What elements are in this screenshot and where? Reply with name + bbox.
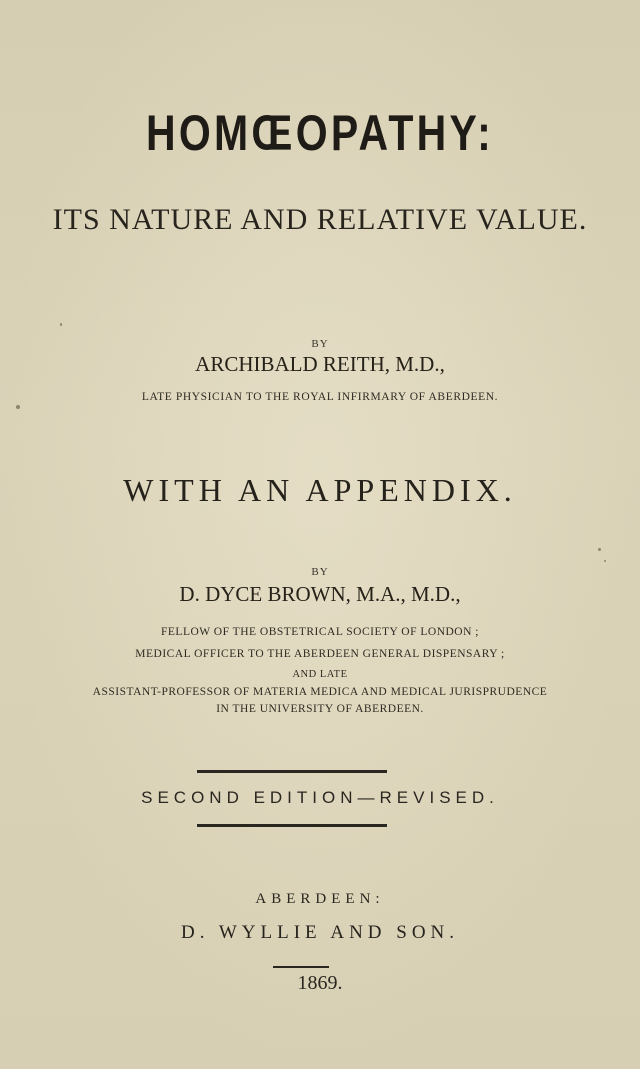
paper-speck [16,405,20,409]
publication-year: 1869. [297,972,343,994]
paper-speck [598,548,601,551]
book-subtitle: ITS NATURE AND RELATIVE VALUE. [52,203,588,236]
decorative-rule [197,770,387,773]
author-name: ARCHIBALD REITH, M.D., [195,352,445,376]
coauthor-credential: FELLOW OF THE OBSTETRICAL SOCIETY OF LONDON ; [161,626,479,638]
decorative-rule [197,824,387,827]
book-title: HOMŒOPATHY: [145,105,495,161]
coauthor-name: D. DYCE BROWN, M.A., M.D., [179,582,461,606]
coauthor-credential: IN THE UNIVERSITY OF ABERDEEN. [216,703,424,715]
coauthor-credential: MEDICAL OFFICER TO THE ABERDEEN GENERAL DISPENSARY ; [135,648,505,660]
publisher-name: D. WYLLIE AND SON. [180,922,460,943]
paper-speck [604,560,606,562]
coauthor-credential: ASSISTANT-PROFESSOR OF MATERIA MEDICA AND MEDICAL JURISPRUDENCE [92,686,548,698]
paper-speck [60,323,62,326]
appendix-heading: WITH AN APPENDIX. [123,472,517,508]
edition-statement: SECOND EDITION—REVISED. [141,788,499,807]
decorative-rule [273,966,329,968]
coauthor-credential: AND LATE [292,669,348,680]
by-label-appendix: BY [311,566,329,578]
publication-city: ABERDEEN: [255,891,385,907]
author-role: LATE PHYSICIAN TO THE ROYAL INFIRMARY OF ABERDEEN. [141,391,499,403]
by-label: BY [311,338,329,350]
